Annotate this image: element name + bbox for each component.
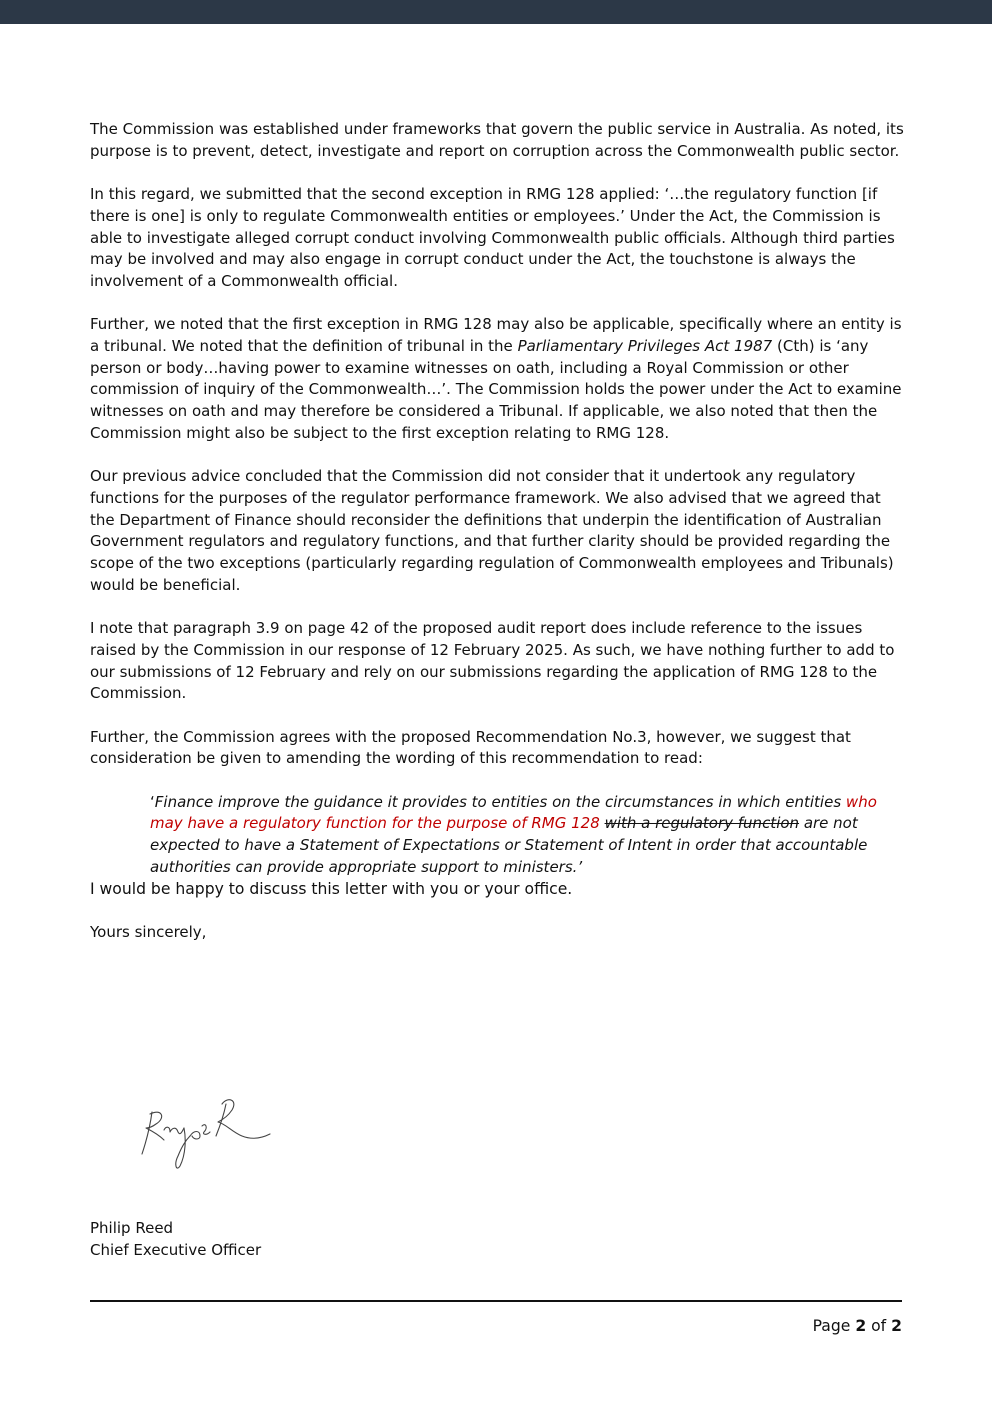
- footer-divider: [90, 1300, 902, 1302]
- quote-text-b: are not expected to have a Statement of Expectations or Statement of Intent in order that accountable authorities can provide appropriate support to ministers.’: [150, 814, 868, 876]
- quote-deleted-text: with a regulatory function: [604, 814, 800, 833]
- paragraph-5: I note that paragraph 3.9 on page 42 of the proposed audit report does include reference to the issues raised by the Commission in our response of 12 February 2025. As such, we have nothing further to add to our submissions of 12 February and rely on our submissions regarding the application of RMG 128 to the Commission.: [90, 619, 895, 703]
- page-total: 2: [891, 1317, 902, 1335]
- signer-block: [90, 1218, 261, 1261]
- paragraph-3-text-b: (Cth) is ‘any person or body…having power to examine witnesses on oath, including a Royal Commission or other commission of inquiry of the Commonwealth…’. The Commission holds the power under the Act to examine witnesses on oath and may therefore be considered a Tribunal. If applicable, we also noted that then the Commission might also be subject to the first exception relating to RMG 128.: [90, 337, 902, 442]
- quote-open-mark: ‘: [150, 792, 155, 811]
- quote-inserted-text: who may have a regulatory function for the purpose of RMG 128: [150, 792, 877, 833]
- signer-name: Philip Reed: [90, 1219, 174, 1237]
- sign-off: Yours sincerely,: [90, 922, 207, 941]
- closing-line: I would be happy to discuss this letter with you or your office.: [90, 879, 573, 898]
- proposed-recommendation-quote: [150, 792, 890, 879]
- page-current: 2: [855, 1317, 867, 1335]
- paragraph-2: In this regard, we submitted that the second exception in RMG 128 applied: ‘…the regulatory function [if there is one] is only to regulate Commonwealth entities or employees.’ Under the Act, the Commission is able to investigate alleged corrupt conduct involving Commonwealth public officials. Although third parties may be involved and may also engage in corrupt conduct under the Act, the touchstone is always the involvement of a Commonwealth official.: [90, 185, 895, 290]
- letter-body: [90, 119, 904, 965]
- paragraph-4: Our previous advice concluded that the Commission did not consider that it undertook any regulatory functions for the purposes of the regulator performance framework. We also advised that we agreed that the Department of Finance should reconsider the definitions that underpin the identification of Australian Government regulators and regulatory functions, and that further clarity should be provided regarding the scope of the two exceptions (particularly regarding regulation of Commonwealth employees and Tribunals) would be beneficial.: [90, 467, 894, 594]
- act-title: Parliamentary Privileges Act 1987: [517, 337, 773, 355]
- paragraph-3-text-a: Further, we noted that the first exception in RMG 128 may also be applicable, specifically where an entity is a tribunal. We noted that the definition of tribunal in the: [90, 315, 902, 355]
- quote-text-a: Finance improve the guidance it provides to entities on the circumstances in which entities: [154, 792, 846, 811]
- paragraph-3: [90, 314, 904, 444]
- page-of: of: [871, 1317, 887, 1335]
- page-label: Page: [812, 1317, 851, 1335]
- top-banner-bar: [0, 0, 992, 24]
- signer-title: Chief Executive Officer: [90, 1240, 262, 1259]
- handwritten-signature: [130, 1082, 280, 1182]
- paragraph-1: The Commission was established under frameworks that govern the public service in Australia. As noted, its purpose is to prevent, detect, investigate and report on corruption across the Commonwealth public sector.: [90, 120, 904, 160]
- page-number: [813, 1317, 902, 1335]
- paragraph-6: Further, the Commission agrees with the proposed Recommendation No.3, however, we suggest that consideration be given to amending the wording of this recommendation to read:: [90, 727, 851, 768]
